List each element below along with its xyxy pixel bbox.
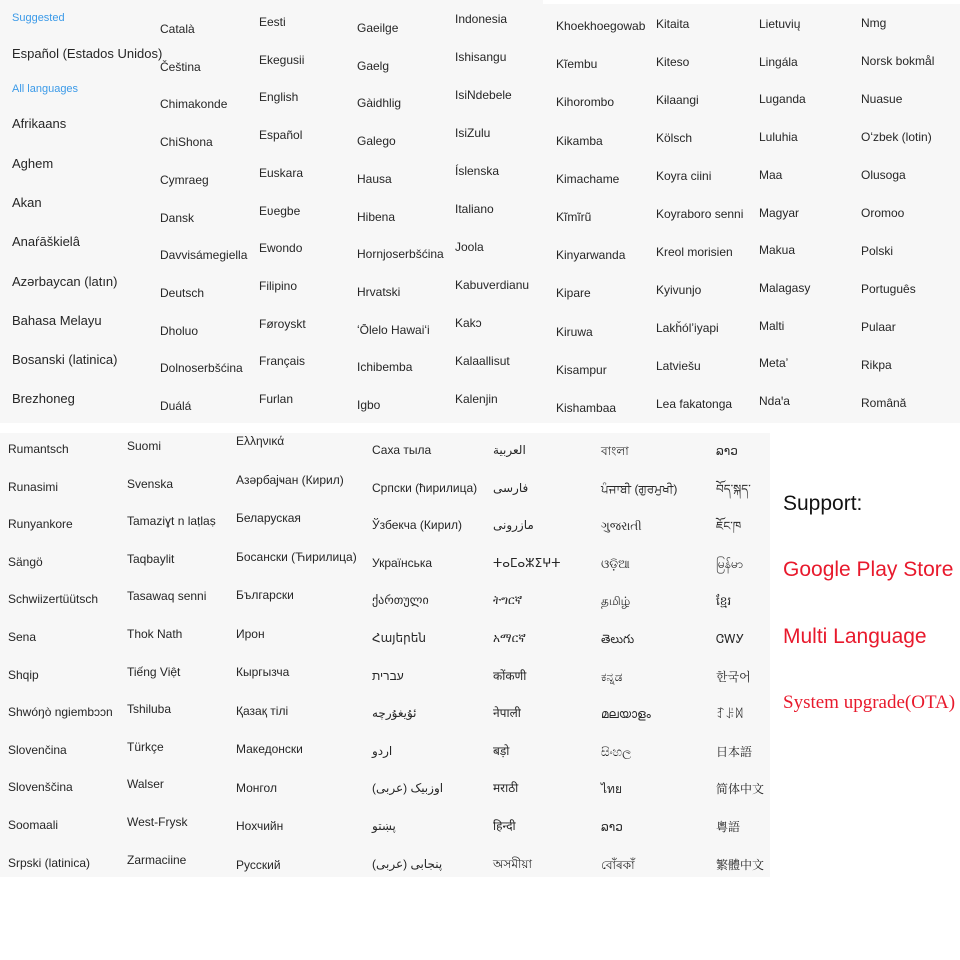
language-item[interactable]: Lietuvių — [759, 17, 801, 31]
language-item[interactable]: བོད་སྐད་ — [716, 482, 751, 496]
language-item[interactable]: Runyankore — [8, 517, 73, 531]
language-item[interactable]: Саха тыла — [372, 443, 432, 457]
language-item[interactable]: ꆈꌠꉙ — [716, 707, 745, 721]
language-item[interactable]: Hausa — [357, 172, 392, 186]
language-item[interactable]: ChiShona — [160, 135, 213, 149]
language-item[interactable]: Norsk bokmål — [861, 54, 935, 68]
language-item[interactable]: Shwóŋò ngiembɔɔn — [8, 705, 113, 719]
language-item[interactable]: Soomaali — [8, 818, 59, 832]
language-item[interactable]: Кыргызча — [236, 665, 290, 679]
language-item[interactable]: Dolnoserbšćina — [160, 361, 243, 375]
language-item[interactable]: اوزبیک (عربی) — [372, 781, 444, 795]
language-item[interactable]: ᏣᎳᎩ — [716, 632, 745, 646]
language-item[interactable]: West-Frysk — [127, 815, 188, 829]
language-item[interactable]: Босански (Ћирилица) — [236, 550, 357, 564]
language-item[interactable]: Ekegusii — [259, 53, 305, 67]
language-item[interactable]: मराठी — [493, 781, 519, 795]
language-item[interactable]: Ирон — [236, 627, 265, 641]
language-item[interactable]: Rumantsch — [8, 442, 69, 456]
language-item[interactable]: Français — [259, 354, 306, 368]
language-item[interactable]: Aghem — [12, 156, 54, 171]
language-item[interactable]: Hibena — [357, 210, 396, 224]
language-item[interactable]: ਪੰਜਾਬੀ (ਗੁਰਮੁਖੀ) — [601, 482, 678, 496]
language-item[interactable]: Oromoo — [861, 206, 905, 220]
language-item[interactable]: 简体中文 — [716, 782, 765, 796]
language-item[interactable]: Filipino — [259, 279, 298, 293]
language-item[interactable]: Brezhoneg — [12, 391, 75, 406]
language-item[interactable]: Bahasa Melayu — [12, 313, 102, 328]
language-item[interactable]: Беларуская — [236, 511, 301, 525]
language-item[interactable]: Nmg — [861, 16, 887, 30]
language-item[interactable]: Lakȟólʼiyapi — [656, 321, 719, 335]
language-item[interactable]: Koyraboro senni — [656, 207, 744, 221]
language-item[interactable]: Kabuverdianu — [455, 278, 530, 292]
suggested-section-label: Suggested — [12, 12, 65, 24]
language-item[interactable]: Kinyarwanda — [556, 248, 626, 262]
language-item[interactable]: ქართული — [372, 593, 429, 607]
language-item[interactable]: తెలుగు — [601, 632, 635, 646]
feature-system-upgrade-ota: System upgrade(OTA) — [783, 692, 956, 713]
language-item[interactable]: Slovenčina — [8, 743, 67, 757]
language-item[interactable]: বাংলা — [601, 444, 629, 458]
language-item[interactable]: Kalaallisut — [455, 354, 510, 368]
language-item[interactable]: Deutsch — [160, 286, 205, 300]
feature-multi-language: Multi Language — [783, 625, 927, 648]
language-item[interactable]: Kimachame — [556, 172, 620, 186]
language-item[interactable]: Italiano — [455, 202, 494, 216]
language-item[interactable]: Српски (ћирилица) — [372, 481, 478, 495]
language-item[interactable]: Kalenjin — [455, 392, 498, 406]
language-item[interactable]: Kipare — [556, 286, 591, 300]
language-item[interactable]: Svenska — [127, 477, 174, 491]
language-item[interactable]: پنجابی (عربی) — [372, 857, 443, 871]
language-item[interactable]: Kĩmĩrũ — [556, 210, 592, 224]
language-item[interactable]: தமிழ் — [601, 594, 631, 608]
language-item[interactable]: Slovenščina — [8, 780, 73, 794]
language-item[interactable]: Sena — [8, 630, 37, 644]
language-item[interactable]: Luluhia — [759, 130, 798, 144]
language-item[interactable]: Dansk — [160, 211, 195, 225]
language-item[interactable]: Ndaꞌa — [759, 394, 790, 408]
language-item[interactable]: Makua — [759, 243, 796, 257]
language-item[interactable]: Rikpa — [861, 358, 892, 372]
language-item[interactable]: ગુજરાતી — [601, 519, 642, 533]
language-item[interactable]: বোঁৰকাঁ — [601, 858, 635, 872]
language-item[interactable]: Tiếng Việt — [127, 665, 181, 679]
language-item[interactable]: Azərbaycan (latın) — [12, 274, 118, 289]
language-item[interactable]: Taqbaylit — [127, 552, 175, 566]
language-item[interactable]: پښتو — [372, 819, 396, 833]
language-item[interactable]: Монгол — [236, 781, 277, 795]
language-item[interactable]: Русский — [236, 858, 281, 872]
language-item[interactable]: Walser — [127, 777, 164, 791]
language-item[interactable]: Davvisámegiella — [160, 248, 248, 262]
language-item[interactable]: कोंकणी — [493, 669, 527, 683]
language-item[interactable]: ⵜⴰⵎⴰⵣⵉⵖⵜ — [493, 556, 561, 570]
language-item[interactable]: اردو — [372, 744, 393, 758]
support-title: Support: — [783, 492, 863, 515]
language-item[interactable]: Kishambaa — [556, 401, 617, 415]
language-item[interactable]: Ichibemba — [357, 360, 413, 374]
language-item[interactable]: עברית — [372, 669, 404, 683]
language-item[interactable]: Khoekhoegowab — [556, 19, 646, 33]
language-item[interactable]: Latviešu — [656, 359, 701, 373]
language-item[interactable]: IsiZulu — [455, 126, 491, 140]
language-item[interactable]: Joola — [455, 240, 484, 254]
language-item[interactable]: नेपाली — [493, 706, 521, 720]
language-item[interactable]: Nuasue — [861, 92, 903, 106]
language-list-panel-bottom — [0, 433, 770, 877]
language-item[interactable]: English — [259, 90, 299, 104]
language-item[interactable]: Kreol morisien — [656, 245, 733, 259]
language-item[interactable]: बड़ो — [493, 744, 510, 758]
language-item[interactable]: Runasimi — [8, 480, 59, 494]
language-item[interactable]: Türkçe — [127, 740, 164, 754]
language-item[interactable]: Español (Estados Unidos) — [12, 46, 163, 61]
language-item[interactable]: Thok Nath — [127, 627, 183, 641]
language-item[interactable]: Українська — [372, 556, 433, 570]
language-item[interactable]: Ewondo — [259, 241, 303, 255]
language-item[interactable]: Tshiluba — [127, 702, 172, 716]
language-item[interactable]: Kikamba — [556, 134, 603, 148]
language-item[interactable]: ಕನ್ನಡ — [601, 670, 623, 684]
language-item[interactable]: Føroyskt — [259, 317, 306, 331]
language-item[interactable]: فارسی — [493, 481, 529, 495]
language-item[interactable]: Anaŕāškielâ — [12, 234, 80, 249]
language-item[interactable]: Akan — [12, 195, 42, 210]
language-item[interactable]: മലയാളം — [601, 707, 651, 721]
language-item[interactable]: 日本語 — [716, 745, 753, 759]
language-item[interactable]: Malti — [759, 319, 785, 333]
language-item[interactable]: ລາວ — [601, 820, 623, 834]
language-item[interactable]: Español — [259, 128, 303, 142]
language-item[interactable]: Zarmaciine — [127, 853, 187, 867]
language-item[interactable]: Ishisangu — [455, 50, 507, 64]
language-item[interactable]: ཇོང་ཁ — [716, 519, 742, 533]
language-item[interactable]: Pulaar — [861, 320, 896, 334]
language-item[interactable]: Tamaziɣt n laṭlaṣ — [127, 514, 216, 528]
language-item[interactable]: Indonesia — [455, 12, 508, 26]
language-item[interactable]: ʻŌlelo Hawaiʻi — [357, 323, 430, 337]
language-item[interactable]: অসমীয়া — [493, 857, 532, 871]
language-item[interactable]: Kakɔ — [455, 316, 482, 330]
language-item[interactable]: မြန်မာ — [716, 557, 743, 571]
language-item[interactable]: Furlan — [259, 392, 294, 406]
language-item[interactable]: Kölsch — [656, 131, 693, 145]
language-item[interactable]: Luganda — [759, 92, 806, 106]
language-item[interactable]: Kitaita — [656, 17, 690, 31]
language-item[interactable]: Ελληνικά — [236, 434, 285, 448]
language-item[interactable]: Igbo — [357, 398, 381, 412]
language-item[interactable]: Gaeilge — [357, 21, 399, 35]
language-item[interactable]: Íslenska — [455, 164, 500, 178]
language-item[interactable]: Gàidhlig — [357, 96, 402, 110]
language-item[interactable]: Oʻzbek (lotin) — [861, 130, 932, 144]
language-item[interactable]: Hornjoserbšćina — [357, 247, 444, 261]
language-item[interactable]: Shqip — [8, 668, 39, 682]
language-item[interactable]: Lea fakatonga — [656, 397, 733, 411]
language-item[interactable]: Malagasy — [759, 281, 811, 295]
language-item[interactable]: Cymraeg — [160, 173, 209, 187]
language-item[interactable]: ไทย — [601, 782, 622, 796]
language-item[interactable]: 繁體中文 — [716, 858, 765, 872]
language-item[interactable]: Kihorombo — [556, 95, 615, 109]
language-item[interactable]: ئۇيغۇرچە — [372, 706, 417, 720]
language-item[interactable]: Chimakonde — [160, 97, 228, 111]
language-item[interactable]: ଓଡ଼ିଆ — [601, 557, 630, 571]
language-item[interactable]: Eesti — [259, 15, 286, 29]
language-item[interactable]: Olusoga — [861, 168, 906, 182]
language-item[interactable]: Հայերեն — [372, 631, 426, 645]
language-item[interactable]: Kyivunjo — [656, 283, 702, 297]
language-item[interactable]: IsiNdebele — [455, 88, 512, 102]
language-item[interactable]: Kisampur — [556, 363, 607, 377]
language-item[interactable]: Hrvatski — [357, 285, 401, 299]
language-item[interactable]: Euskara — [259, 166, 304, 180]
language-item[interactable]: Duálá — [160, 399, 192, 413]
language-item[interactable]: हिन्दी — [493, 819, 516, 833]
language-item[interactable]: Македонски — [236, 742, 303, 756]
language-item[interactable]: Srpski (latinica) — [8, 856, 91, 870]
language-item[interactable]: Português — [861, 282, 916, 296]
language-item[interactable]: አማርኛ — [493, 631, 526, 645]
language-item[interactable]: Kɨlaangi — [656, 93, 699, 107]
language-item[interactable]: ትግርኛ — [493, 593, 523, 607]
language-item[interactable]: Afrikaans — [12, 116, 67, 131]
language-item[interactable]: Lingála — [759, 55, 798, 69]
language-item[interactable]: Kiruwa — [556, 325, 593, 339]
language-item[interactable]: Dholuo — [160, 324, 199, 338]
language-item[interactable]: Gaelg — [357, 59, 390, 73]
language-item[interactable]: Čeština — [160, 60, 201, 74]
language-item[interactable]: Български — [236, 588, 294, 602]
language-item[interactable]: Metaʼ — [759, 356, 789, 370]
language-item[interactable]: සිංහල — [601, 745, 632, 759]
language-item[interactable]: العربية — [493, 443, 526, 457]
language-item[interactable]: Koyra ciini — [656, 169, 712, 183]
language-item[interactable]: Suomi — [127, 439, 162, 453]
language-item[interactable]: Kiteso — [656, 55, 690, 69]
language-item[interactable]: Schwiizertüütsch — [8, 592, 99, 606]
language-item[interactable]: Galego — [357, 134, 396, 148]
language-item[interactable]: 한국어 — [716, 670, 751, 684]
language-item[interactable]: مازرونی — [493, 518, 534, 532]
language-item[interactable]: Bosanski (latinica) — [12, 352, 118, 367]
language-item[interactable]: Нохчийн — [236, 819, 284, 833]
language-item[interactable]: Kĩembu — [556, 57, 598, 71]
feature-google-play-store: Google Play Store — [783, 558, 954, 581]
language-item[interactable]: 粵語 — [716, 820, 741, 834]
all-languages-section-label: All languages — [12, 83, 79, 95]
language-item[interactable]: Magyar — [759, 206, 800, 220]
language-item[interactable]: Қазақ тілі — [236, 704, 289, 718]
language-item[interactable]: Maa — [759, 168, 783, 182]
language-item[interactable]: Polski — [861, 244, 894, 258]
language-item[interactable]: Română — [861, 396, 907, 410]
language-item[interactable]: ខ្មែរ — [716, 594, 732, 608]
language-item[interactable]: Tasawaq senni — [127, 589, 207, 603]
language-item[interactable]: Ўзбекча (Кирил) — [372, 518, 462, 532]
language-item[interactable]: Català — [160, 22, 195, 36]
language-item[interactable]: Азәрбајҹан (Кирил) — [236, 473, 344, 487]
language-item[interactable]: Eʋegbe — [259, 204, 301, 218]
language-item[interactable]: Sängö — [8, 555, 43, 569]
language-item[interactable]: ລາວ — [716, 444, 738, 458]
